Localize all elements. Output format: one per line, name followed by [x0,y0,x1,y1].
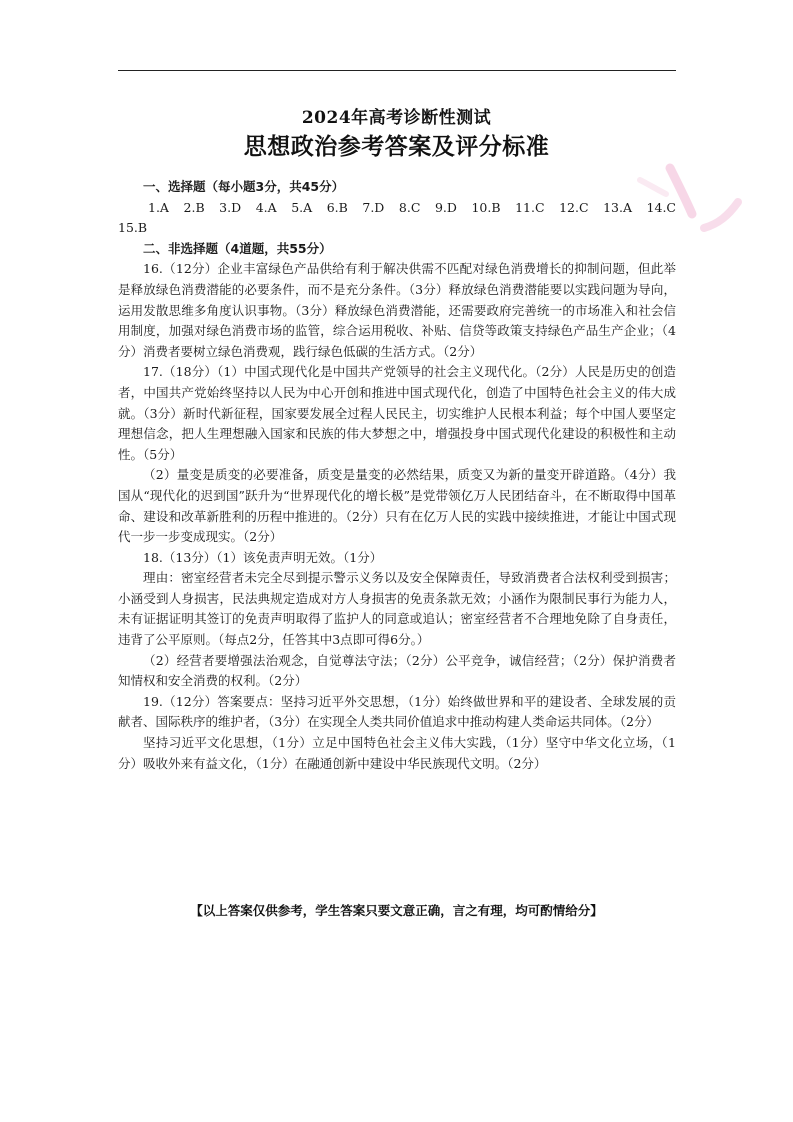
multiple-choice-answers: 1.A 2.B 3.D 4.A 5.A 6.B 7.D 8.C 9.D 10.B 11.C 12.C 13.A 14.C 15.B [118,199,689,236]
question-18-reason: 理由：密室经营者未完全尽到提示警示义务以及安全保障责任，导致消费者合法权利受到损害；小涵受到人身损害，民法典规定造成对方人身损害的免责条款无效；小涵作为限制民事行为能力人，未有证据证明其签订的免责声明取得了监护人的同意或追认；密室经营者不合理地免除了自身责任，违背了公平原则。（每点2分，任答其中3点即可得6分。） [118,570,676,648]
section-2-heading: 二、非选择题（4道题，共55分） [143,240,332,256]
question-18-part-1: 18.（13分）（1）该免责声明无效。（1分） [143,549,383,565]
question-19-part-2: 坚持习近平文化思想，（1分）立足中国特色社会主义伟大实践，（1分）坚守中华文化立场，（1分）吸收外来有益文化，（1分）在融通创新中建设中华民族现代文明。（2分） [118,735,676,771]
watermark-stroke-2 [704,202,738,228]
header-rule [118,70,676,71]
answer-content [118,177,689,774]
question-18-part-2: （2）经营者要增强法治观念，自觉尊法守法；（2分）公平竞争，诚信经营；（2分）保护消费者知情权和安全消费的权利。（2分） [118,652,676,689]
document-title: 思想政治参考答案及评分标准 [243,133,550,160]
question-17-part-2: （2）量变是质变的必要准备，质变是量变的必然结果，质变又为新的量变开辟道路。（4分）我国从“现代化的迟到国”跃升为“世界现代化的增长极”是党带领亿万人民团结奋斗，在不断取得中国革命、建设和改革新胜利的历程中推进的。（2分）只有在亿万人民的实践中接续推进，才能让中国式现代一步一步变成现实。（2分） [118,467,676,545]
section-1-heading: 一、选择题（每小题3分，共45分） [143,179,345,194]
question-19-part-1: 19.（12分）答案要点：坚持习近平外交思想，（1分）始终做世界和平的建设者、全球发展的贡献者、国际秩序的维护者，（3分）在实现全人类共同价值追求中推动构建人类命运共同体。（2分） [118,693,676,730]
question-17-part-1: 17.（18分）（1）中国式现代化是中国共产党领导的社会主义现代化。（2分）人民是历史的创造者，中国共产党始终坚持以人民为中心开创和推进中国式现代化，创造了中国特色社会主义的伟大成就。（3分）新时代新征程，国家要发展全过程人民民主，切实维护人民根本利益；每个中国人要坚定理想信念，把人生理想融入国家和民族的伟大梦想之中，增强投身中国式现代化建设的积极性和主动性。（5分） [118,364,676,462]
question-16-answer: 16.（12分）企业丰富绿色产品供给有利于解决供需不匹配对绿色消费增长的抑制问题，但此举是释放绿色消费潜能的必要条件，而不是充分条件。（3分）释放绿色消费潜能要以实践问题为导向，运用发散思维多角度认识事物。（3分）释放绿色消费潜能，还需要政府完善统一的市场准入和社会信用制度，加强对绿色消费市场的监管，综合运用税收、补贴、信贷等政策支持绿色产品生产企业；（4分）消费者要树立绿色消费观，践行绿色低碳的生活方式。（2分） [118,261,676,359]
grading-note: 【以上答案仅供参考，学生答案只要文意正确，言之有理，均可酌情给分】 [190,903,603,918]
exam-title: 2024年高考诊断性测试 [301,108,492,128]
